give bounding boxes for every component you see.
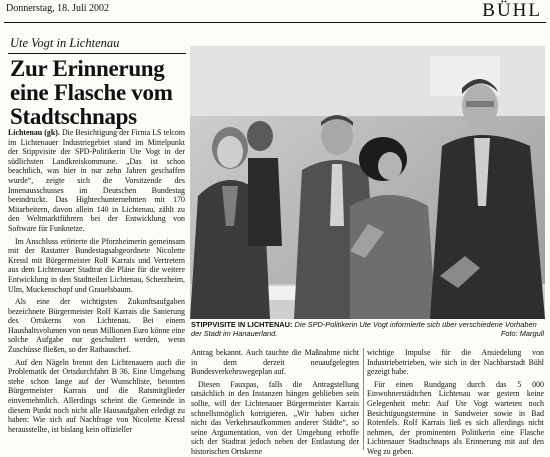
column-divider	[363, 348, 364, 450]
paragraph-text: Die Besichtigung der Firma LS telcom im Lichtenauer Industriegebiet stand im Mittelpunkt der Stippvisite der SPD-Politikerin Ute Vogt in der südlichsten Landkreiskommune. „Das ist schon beachtlich, was hier in nur zehn Jahren geschaffen wurde“, zeigte sich die Vorsitzende des Innenausschusses im Deutschen Bundestag beeindruckt. Das Hightechunternehmen mit 170 Mitarbeitern, davon allein 140 in Lichtenau, zählt zu den Weltmarktführern bei der Entwicklung von Software für Funknetze.	[8, 128, 185, 233]
issue-date: Donnerstag, 18. Juli 2002	[6, 3, 110, 14]
paragraph: Als eine der wichtigsten Zukunftsaufgaben bezeichnete Bürgermeister Rolf Karrais die Sanierung des Ortskerns von Lichtenau. Bei einem Haushaltsvolumen von neun Millionen Euro könne eine solche Aufgabe nur geschultert werden, wenn Zuschüsse fließen, so der Rathauschef.	[8, 297, 185, 355]
kicker-rule	[8, 53, 186, 54]
caption-head: STIPPVISITE IN LICHTENAU:	[191, 320, 293, 329]
paragraph: wichtige Impulse für die Ansiedelung von Industriebetrieben, wie sich in der Nachbarstadt Bühl gezeigt habe.	[367, 348, 544, 377]
article-kicker: Ute Vogt in Lichtenau	[10, 36, 120, 50]
paragraph: Im Anschluss erörterte die Pforzheimerin gemeinsam mit der Rastatter Bundestagsabgeordnete Nicolette Kressl mit Bürgermeister Rolf Karrais und Vertretern aus dem Lichtenauer Stadtrat die Pläne für die weitere Entwicklung in den Stadtteilen Lichtenau, Scherzheim, Ulm, Muckenschopf und Grauelsbaum.	[8, 236, 185, 294]
paragraph: Für einen Rundgang durch das 5 000 Einwohnerstädtchen Lichtenau war gestern keine Gelegenheit mehr: Auf Ute Vogt warteten noch Besichtigungstermine in Sandweier sowie in Bad Rotenfels. Rolf Karrais ließ es sich allerdings nicht nehmen, der prominenten Politikerin eine Flasche Lichtenauer Stadtschnaps als Erinnerung mit auf den Weg zu geben.	[367, 379, 544, 456]
article-photo	[190, 46, 545, 319]
photo-caption	[191, 320, 545, 338]
paragraph	[8, 128, 185, 234]
article-column-3	[367, 348, 544, 456]
paragraph: Antrag bekannt. Auch tauchte die Maßnahme nicht in dem derzeit neuaufgelegten Bundesverkehrswegeplan auf.	[191, 348, 359, 377]
article-column-2	[191, 348, 359, 456]
photo-credit: Foto: Margull	[500, 329, 544, 338]
paragraph: Auf den Nägeln brennt den Lichtenauern auch die Problematik der Ortsdurchfahrt B 36. Eine Umgehung stehe schon lange auf der Wunschliste, betonten Bürgermeister Karrais und die Ratsmitglieder einvernehmlich. Allerdings scheint die Gemeinde in diesem Punkt noch nicht alle Hausaufgaben erledigt zu haben: Wie sich auf Nachfrage von Nicolette Kressl herausstellte, ist bislang kein offizieller	[8, 357, 185, 434]
caption-body: Die SPD-Politikerin Ute Vogt informierte sich über verschiedene Vorhaben der Stadt im Hanauerland.	[191, 320, 537, 338]
article-headline: Zur Erinnerung eine Flasche vom Stadtschnaps	[10, 56, 173, 129]
photo-illustration	[190, 46, 545, 319]
dateline: Lichtenau (gk).	[8, 128, 60, 137]
article-column-1	[8, 128, 185, 450]
section-title: BÜHL	[482, 0, 542, 21]
header-rule	[4, 22, 546, 23]
paragraph: Diesen Fauxpas, falls die Antragstellung tatsächlich in den Instanzen hängen geblieben sein sollte, will der Lichtenauer Bürgermeister Karrais schnellstmöglich korrigieren. „Wir haben sicher nicht das Verkehrsaufkommen anderer Städte“, so seine Argumentation, von der Umgehung erhoffe sich der Stadtrat jedoch neben der Entlastung der historischen Ortskerne	[191, 379, 359, 456]
